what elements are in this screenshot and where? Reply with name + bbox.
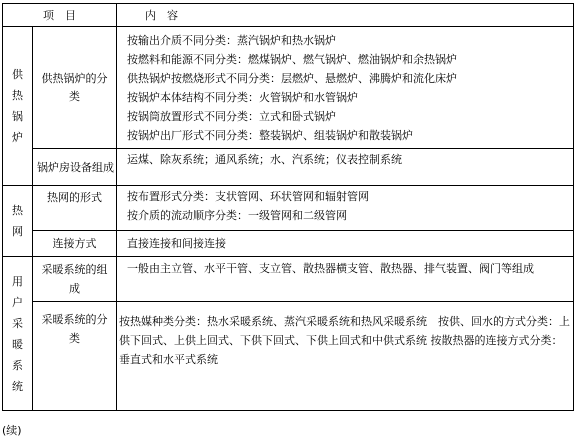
boiler-equipment-content: 运煤、除灰系统；通风系统；水、汽系统；仪表控制系统 (117, 149, 574, 186)
heating-system-table (2, 3, 574, 411)
subcategory-connection: 连接方式 (33, 231, 117, 257)
subcategory-boiler-classification: 供热锅炉的分类 (33, 27, 117, 149)
content-line: 按燃料和能源不同分类：燃煤锅炉、燃气锅炉、燃油锅炉和余热锅炉 (127, 52, 457, 66)
network-form-content (117, 186, 574, 231)
content-line: 按锅筒放置形式不同分类：立式和卧式锅炉 (127, 109, 336, 123)
content-line: 按锅炉出厂形式不同分类：整装锅炉、组装锅炉和散装锅炉 (127, 128, 413, 142)
content-line: 按布置形式分类：支状管网、环状管网和辐射管网 (127, 190, 369, 203)
subcategory-boiler-equipment: 锅炉房设备组成 (33, 149, 117, 186)
subcategory-heating-composition: 采暖系统的组成 (33, 257, 117, 302)
table-header-row (3, 4, 574, 27)
content-line: 按介质的流动顺序分类：一级管网和二级管网 (127, 209, 347, 222)
content-line: 按锅炉本体结构不同分类：火管锅炉和水管锅炉 (127, 90, 358, 104)
table-row (3, 257, 574, 302)
boiler-classification-content (117, 27, 574, 149)
category-label: 供热锅炉 (12, 68, 23, 144)
connection-content: 直接连接和间接连接 (117, 231, 574, 257)
table-row (3, 149, 574, 186)
category-heat-network (3, 186, 33, 257)
table-row (3, 231, 574, 257)
header-item: 项 目 (3, 4, 117, 27)
content-line: 按输出介质不同分类：蒸汽锅炉和热水锅炉 (127, 33, 336, 47)
table-row (3, 186, 574, 231)
subcategory-network-form: 热网的形式 (33, 186, 117, 231)
category-label: 用户采暖系统 (12, 274, 23, 393)
subcategory-heating-classification: 采暖系统的分类 (33, 302, 117, 411)
category-user-heating (3, 257, 33, 411)
content-line: 供热锅炉按燃烧形式不同分类：层燃炉、悬燃炉、沸腾炉和流化床炉 (127, 71, 457, 85)
table-row (3, 302, 574, 411)
continued-note: (续) (2, 424, 22, 437)
category-label: 热网 (12, 204, 23, 238)
category-heating-boiler (3, 27, 33, 186)
heating-composition-content: 一般由主立管、水平干管、支立管、散热器横支管、散热器、排气装置、阀门等组成 (117, 257, 574, 302)
table-row (3, 27, 574, 149)
heating-classification-content: 按热媒种类分类：热水采暖系统、蒸汽采暖系统和热风采暖系统 按供、回水的方式分类：上供下回式、上供上回式、下供下回式、下供上回式和中供式系统 按散热器的连接方式分类：垂直式和水平式系统 (117, 302, 574, 411)
header-content: 内 容 (117, 4, 574, 27)
